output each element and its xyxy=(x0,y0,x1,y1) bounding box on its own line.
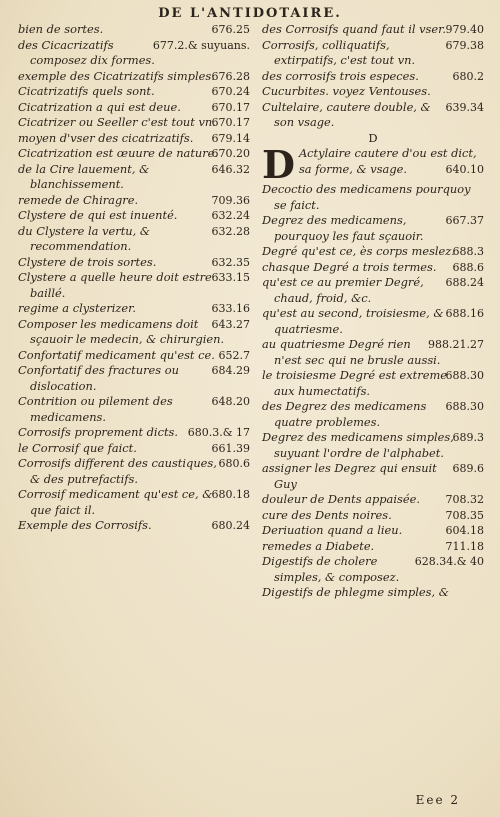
index-entry xyxy=(262,508,484,524)
index-entry-text: Corrosifs, colliquatifs, extirpatifs, c'est tout vn. xyxy=(262,37,416,67)
index-entry xyxy=(18,394,250,425)
index-entry xyxy=(18,146,250,162)
index-entry-text: au quatriesme Degré rien n'est sec qui ne brusle aussi. xyxy=(262,337,441,367)
index-entry xyxy=(262,430,484,461)
index-entry xyxy=(262,213,484,244)
index-entry-ref: 632.28 xyxy=(211,224,250,238)
index-entry-ref: 670.17 xyxy=(211,100,250,114)
index-entry xyxy=(262,100,484,131)
index-entry-ref: 708.35 xyxy=(445,508,484,522)
index-entry-text: bien de sortes. xyxy=(18,22,104,36)
index-entry xyxy=(262,554,484,585)
index-entry-ref: 648.20 xyxy=(211,395,250,408)
index-entry-text: Digestifs de cholere simples, & composez. xyxy=(262,554,400,584)
index-entry xyxy=(18,84,250,100)
index-entry-ref: 646.32 xyxy=(211,162,250,176)
index-entry-ref: 688.30 xyxy=(445,369,484,382)
index-entry-ref: 680.2 xyxy=(452,69,484,83)
index-entry-text: chasque Degré a trois termes. xyxy=(262,259,437,274)
index-entry-text: le troisiesme Degré est extreme aux humectatifs. xyxy=(262,368,447,398)
dropcap-entry-text: Actylaire cautere d'ou est dict, sa forme, & vsage. xyxy=(298,146,477,176)
index-entry-ref: 679.14 xyxy=(211,131,250,145)
index-entry-text: moyen d'vser des cicatrizatifs. xyxy=(18,130,194,145)
index-entry xyxy=(18,270,250,301)
index-entry-ref: 632.24 xyxy=(211,209,250,222)
index-entry-ref: 667.37 xyxy=(445,214,484,227)
index-entry-text: Confortatif medicament qu'est ce. xyxy=(18,347,215,362)
signature-mark: Eee 2 xyxy=(415,793,460,807)
index-entry xyxy=(18,301,250,317)
index-entry-ref: 708.32 xyxy=(445,493,484,506)
index-entry-text: exemple des Cicatrizatifs simples. xyxy=(18,68,215,83)
index-entry-text: remedes a Diabete. xyxy=(262,538,375,553)
index-entry xyxy=(18,38,250,69)
index-entry-text: Degrez des medicamens, pourquoy les faut sçauoir. xyxy=(262,213,424,243)
index-entry-ref: 988.21.27 xyxy=(428,338,484,351)
index-entry-ref: 670.17 xyxy=(211,116,250,129)
index-entry xyxy=(18,69,250,85)
index-entry-ref: 979.40 xyxy=(445,23,484,36)
index-entry-ref: 632.35 xyxy=(211,255,250,269)
running-header: DE L'ANTIDOTAIRE. xyxy=(158,6,342,21)
index-entry xyxy=(262,182,484,213)
index-entry xyxy=(18,441,250,457)
index-entry-text: Degré qu'est ce, ès corps meslez. xyxy=(262,244,455,258)
index-entry-text: Cicatrization est œuure de nature. xyxy=(18,146,219,160)
index-entry-text: assigner les Degrez qui ensuit Guy xyxy=(262,461,437,491)
index-entry-ref: 680.18 xyxy=(211,488,250,501)
index-entry xyxy=(18,317,250,348)
index-entry-ref: 680.6 xyxy=(218,457,250,470)
index-entry-ref: 688.3 xyxy=(452,245,484,258)
index-entry-text: cure des Dents noires. xyxy=(262,507,392,522)
dropcap-entry-ref: 640.10 xyxy=(445,162,484,176)
index-entry xyxy=(18,255,250,271)
index-entry-ref: 633.16 xyxy=(211,302,250,315)
index-entry-ref: 661.39 xyxy=(211,441,250,455)
index-entry-text: le Corrosif que faict. xyxy=(18,440,137,455)
index-entry xyxy=(18,131,250,147)
index-entry-text: Contrition ou pilement des medicamens. xyxy=(18,394,173,424)
index-entry-ref: 684.29 xyxy=(211,364,250,377)
index-entry xyxy=(262,585,484,601)
index-entry-text: des corrosifs trois especes. xyxy=(262,68,419,83)
index-entry-ref: 604.18 xyxy=(445,524,484,537)
dropcap-letter: D xyxy=(262,142,295,187)
index-entry xyxy=(262,306,484,337)
index-entry-ref: 709.36 xyxy=(211,193,250,207)
index-entry xyxy=(18,518,250,534)
index-entry-text: Clystere de qui est inuenté. xyxy=(18,208,178,222)
index-entry-ref: 688.24 xyxy=(445,276,484,289)
index-entry-text: Decoctio des medicamens pourquoy se faict. xyxy=(262,182,471,212)
index-entry-text: regime a clysterizer. xyxy=(18,301,136,315)
index-entry-text: Cicatrizer ou Seeller c'est tout vn. xyxy=(18,115,216,129)
index-entry-ref: 688.16 xyxy=(445,307,484,320)
index-entry xyxy=(262,22,484,38)
index-entry-text: qu'est ce au premier Degré, chaud, froid, &c. xyxy=(262,275,424,305)
index-entry-ref: 711.18 xyxy=(445,539,484,553)
index-entry-ref: 628.34.& 40 xyxy=(414,555,484,568)
index-entry xyxy=(262,399,484,430)
index-entry xyxy=(18,193,250,209)
index-entry-text: Corrosif medicament qu'est ce, & que faict il. xyxy=(18,487,213,517)
index-entry-text: des Corrosifs quand faut il vser. xyxy=(262,22,446,36)
index-entry-text: douleur de Dents appaisée. xyxy=(262,492,420,506)
index-entry-text: Clystere de trois sortes. xyxy=(18,254,157,269)
index-entry xyxy=(18,348,250,364)
dropcap-entry xyxy=(262,142,484,187)
index-entry xyxy=(18,208,250,224)
index-entry-ref: 676.28 xyxy=(211,69,250,83)
index-entry-text: Confortatif des fractures ou dislocation. xyxy=(18,363,179,393)
index-entry-text: du Clystere la vertu, & recommendation. xyxy=(18,223,150,253)
index-entry xyxy=(262,492,484,508)
index-entry-text: de la Cire lauement, & blanchissement. xyxy=(18,161,150,191)
index-entry-ref: 633.15 xyxy=(211,271,250,284)
index-entry xyxy=(262,38,484,69)
index-entry-text: Corrosifs different des caustiques, & des putrefactifs. xyxy=(18,456,217,486)
index-entry xyxy=(262,84,484,100)
index-entry-text: Clystere a quelle heure doit estre baillé. xyxy=(18,270,212,300)
index-entry-ref: 679.38 xyxy=(445,38,484,52)
section-letter: D xyxy=(368,130,378,145)
index-entry xyxy=(262,337,484,368)
index-entry xyxy=(18,363,250,394)
index-entry-ref: 680.24 xyxy=(211,519,250,532)
index-entry-ref: 689.6 xyxy=(452,462,484,475)
index-entry xyxy=(18,115,250,131)
index-entry-ref: 677.2.& suyuans. xyxy=(152,38,250,52)
index-entry xyxy=(262,260,484,276)
index-entry-ref: 639.34 xyxy=(445,100,484,114)
index-entry xyxy=(18,487,250,518)
index-entry-text: Digestifs de phlegme simples, & xyxy=(262,585,449,599)
index-entry-text: Cultelaire, cautere double, & son vsage. xyxy=(262,99,431,129)
index-entry-text: Cicatrizatifs quels sont. xyxy=(18,84,155,98)
index-entry xyxy=(18,456,250,487)
index-entry xyxy=(18,162,250,193)
index-entry xyxy=(18,100,250,116)
index-entry-ref: 643.27 xyxy=(211,317,250,331)
index-entry-text: Degrez des medicamens simples, suyuant l'ordre de l'alphabet. xyxy=(262,430,454,460)
index-entry xyxy=(262,368,484,399)
index-entry-ref: 680.3.& 17 xyxy=(187,426,250,439)
index-entry-text: remede de Chiragre. xyxy=(18,192,139,207)
index-entry-text: Cicatrization a qui est deue. xyxy=(18,99,181,114)
index-entry-text: Deriuation quand a lieu. xyxy=(262,523,403,537)
index-entry xyxy=(262,244,484,260)
index-entry xyxy=(18,425,250,441)
index-entry-ref: 689.3 xyxy=(452,431,484,444)
right-column xyxy=(262,22,484,601)
index-entry-text: Corrosifs proprement dicts. xyxy=(18,425,178,439)
index-entry xyxy=(262,523,484,539)
index-entry-text: qu'est au second, troisiesme, & quatriesme. xyxy=(262,306,444,336)
index-entry-ref: 670.24 xyxy=(211,85,250,98)
index-entry-text: Exemple des Corrosifs. xyxy=(18,518,152,532)
index-entry-text: des Degrez des medicamens quatre problemes. xyxy=(262,399,427,429)
index-entry-text: Composer les medicamens doit sçauoir le medecin, & chirurgien. xyxy=(18,316,225,346)
index-entry-ref: 676.25 xyxy=(211,23,250,36)
index-entry-text: Cucurbites. voyez Ventouses. xyxy=(262,84,431,98)
index-entry-ref: 688.6 xyxy=(452,260,484,274)
index-entry xyxy=(262,69,484,85)
index-entry-ref: 670.20 xyxy=(211,147,250,160)
index-entry-ref: 688.30 xyxy=(445,400,484,413)
index-entry xyxy=(18,224,250,255)
left-column xyxy=(18,22,250,534)
index-entry xyxy=(262,461,484,492)
index-entry xyxy=(262,275,484,306)
index-entry-text: des Cicacrizatifs composez dix formes. xyxy=(18,37,155,67)
index-entry xyxy=(18,22,250,38)
index-entry-ref: 652.7 xyxy=(218,348,250,362)
index-entry xyxy=(262,539,484,555)
